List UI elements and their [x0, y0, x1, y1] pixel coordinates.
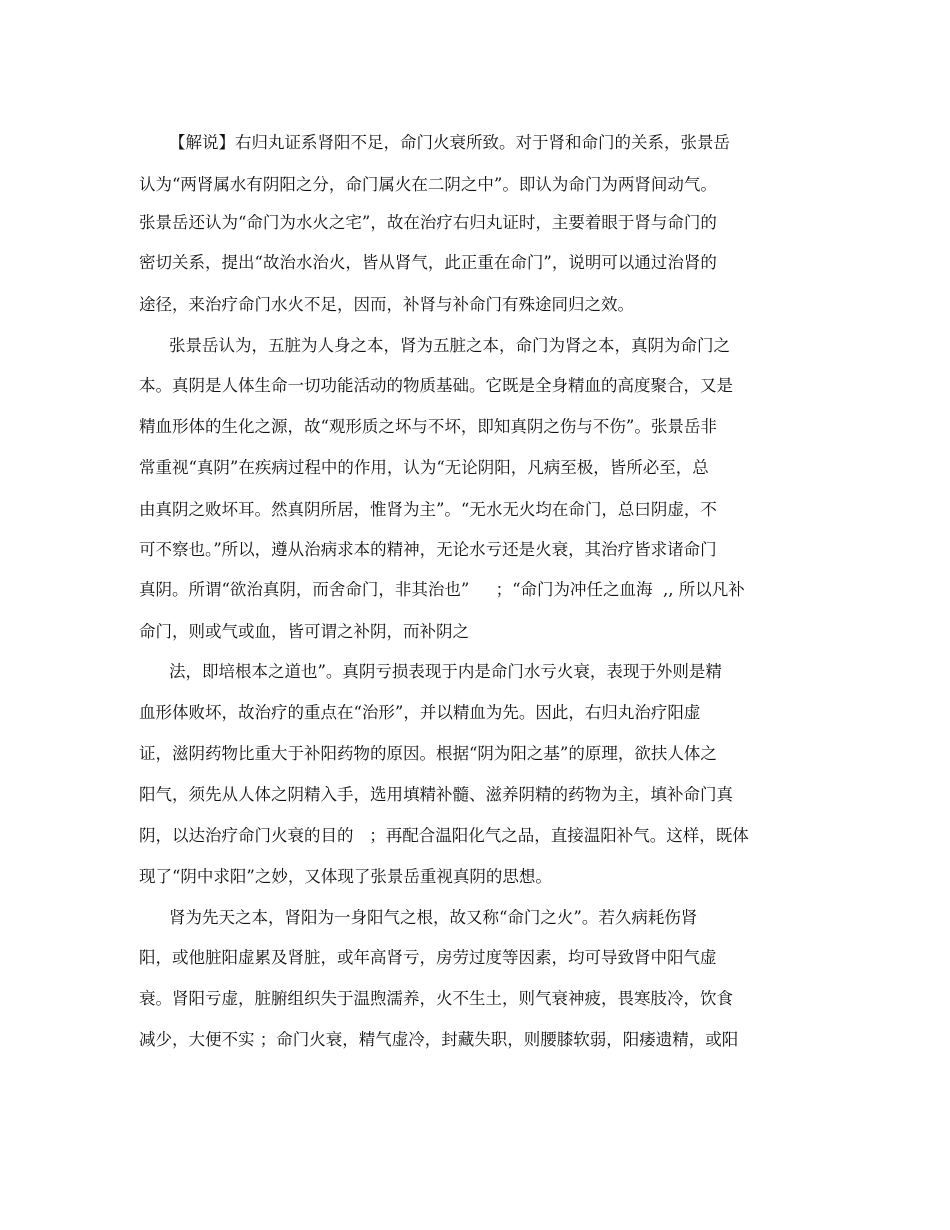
text-line: 法，即培根本之道也”。真阴亏损表现于内是命门水亏火衰，表现于外则是精: [169, 662, 722, 681]
text-line: 认为“两肾属水有阴阳之分，命门属火在二阴之中”。即认为命门为两肾间动气。: [139, 175, 717, 194]
text-line: 命门，则或气或血，皆可谓之补阴，而补阴之: [139, 622, 469, 641]
text-line: 现了“阴中求阳”之妙，又体现了张景岳重视真阴的思想。: [139, 867, 552, 886]
text-line: 衰。肾阳亏虚，脏腑组织失于温煦濡养，火不生土，则气衰神疲，畏寒肢冷，饮食: [139, 989, 733, 1008]
text-line: 可不察也。”所以，遵从治病求本的精神，无论水亏还是火衰，其治疗皆求诸命门: [139, 540, 717, 559]
text-line: 常重视“真阴”在疾病过程中的作用，认为“无论阴阳，凡病至极，皆所必至，总: [139, 458, 709, 477]
text-line: 精血形体的生化之源，故“观形质之坏与不坏，即知真阴之伤与不伤”。张景岳非: [139, 417, 717, 436]
text-line: 阳，或他脏阳虚累及肾脏，或年高肾亏，房劳过度等因素，均可导致肾中阳气虚: [139, 948, 717, 967]
text-line: 密切关系，提出“故治水治火，皆从肾气，此正重在命门”，说明可以通过治肾的: [139, 253, 717, 272]
text-line: 由真阴之败坏耳。然真阴所居，惟肾为主”。“无水无火均在命门，总曰阴虚，不: [139, 500, 717, 519]
text-line: 【解说】右归丸证系肾阳不足，命门火衰所致。对于肾和命门的关系，张景岳: [169, 133, 730, 152]
text-line: 本。真阴是人体生命一切功能活动的物质基础。它既是全身精血的高度聚合，又是: [139, 376, 733, 395]
text-line: 张景岳认为，五脏为人身之本，肾为五脏之本，命门为肾之本，真阴为命门之: [169, 336, 730, 355]
text-line: 阴，以达治疗命门火衰的目的 ；再配合温阳化气之品，直接温阳补气。这样，既体: [139, 826, 749, 845]
text-line: 真阴。所谓“欲治真阴，而舍命门，非其治也” ；“命门为冲任之血海 ,, 所以凡补: [139, 580, 745, 599]
text-line: 减少，大便不实 ；命门火衰，精气虚冷，封藏失职，则腰膝软弱，阳痿遗精，或阳: [139, 1030, 739, 1049]
text-line: 途径，来治疗命门水火不足，因而，补肾与补命门有殊途同归之效。: [139, 295, 634, 314]
text-line: 证，滋阴药物比重大于补阳药物的原因。根据“阴为阳之基”的原理，欲扶人体之: [139, 744, 717, 763]
text-line: 张景岳还认为“命门为水火之宅”，故在治疗右归丸证时，主要着眼于肾与命门的: [139, 213, 717, 232]
text-line: 血形体败坏，故治疗的重点在“治形”，并以精血为先。因此，右归丸治疗阳虚: [139, 703, 701, 722]
text-line: 肾为先天之本，肾阳为一身阳气之根，故又称“命门之火”。若久病耗伤肾: [169, 908, 698, 927]
text-line: 阳气，须先从人体之阴精入手，选用填精补髓、滋养阴精的药物为主，填补命门真: [139, 785, 733, 804]
